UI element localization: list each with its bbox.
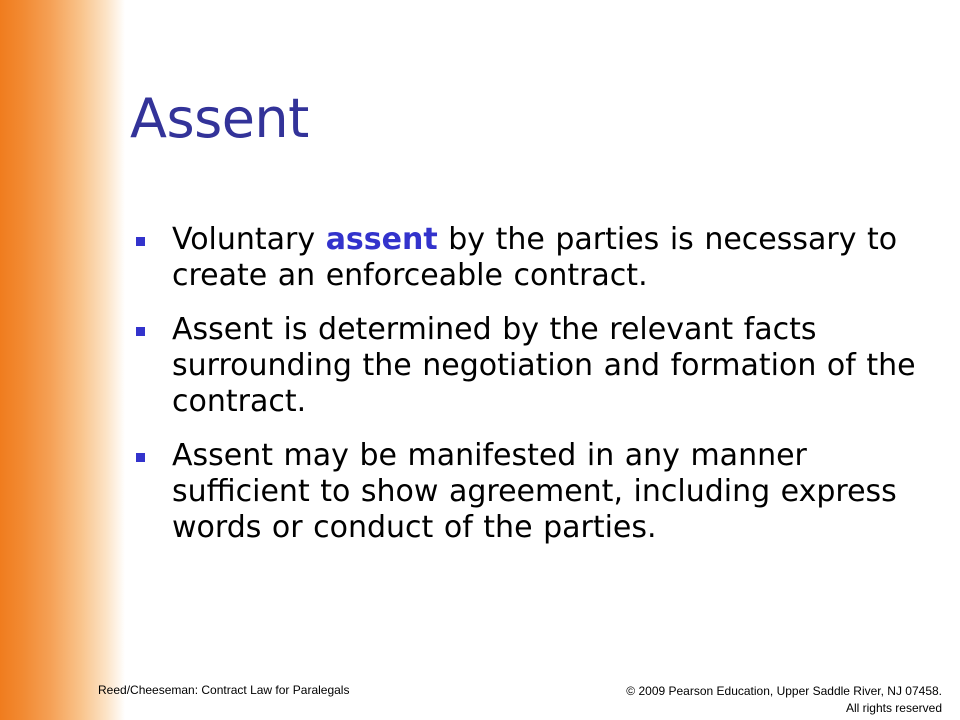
bullet-item-1 [136, 222, 936, 294]
slide-title: Assent [130, 87, 309, 150]
footer-book-credit: Reed/Cheeseman: Contract Law for Paralegals [98, 683, 350, 697]
square-bullet-icon [136, 453, 145, 462]
square-bullet-icon [136, 237, 145, 246]
bullet-text: Assent may be manifested in any manner sufficient to show agreement, including express words or conduct of the parties. [172, 438, 897, 545]
bullet-text-before: Voluntary [172, 222, 326, 257]
bullet-text: Assent is determined by the relevant facts surrounding the negotiation and formation of the contract. [172, 312, 916, 419]
square-bullet-icon [136, 327, 145, 336]
bullet-item-2 [136, 312, 936, 420]
copyright-line-1: © 2009 Pearson Education, Upper Saddle River, NJ 07458. [626, 684, 942, 698]
bullet-text-after: by the parties is necessary to create an enforceable contract. [172, 222, 898, 293]
left-gradient-bar [0, 0, 125, 720]
bullet-list [136, 222, 936, 564]
footer-copyright [626, 683, 942, 717]
bullet-item-3 [136, 438, 936, 546]
highlighted-term: assent [325, 222, 438, 257]
copyright-line-2: All rights reserved [845, 701, 942, 715]
